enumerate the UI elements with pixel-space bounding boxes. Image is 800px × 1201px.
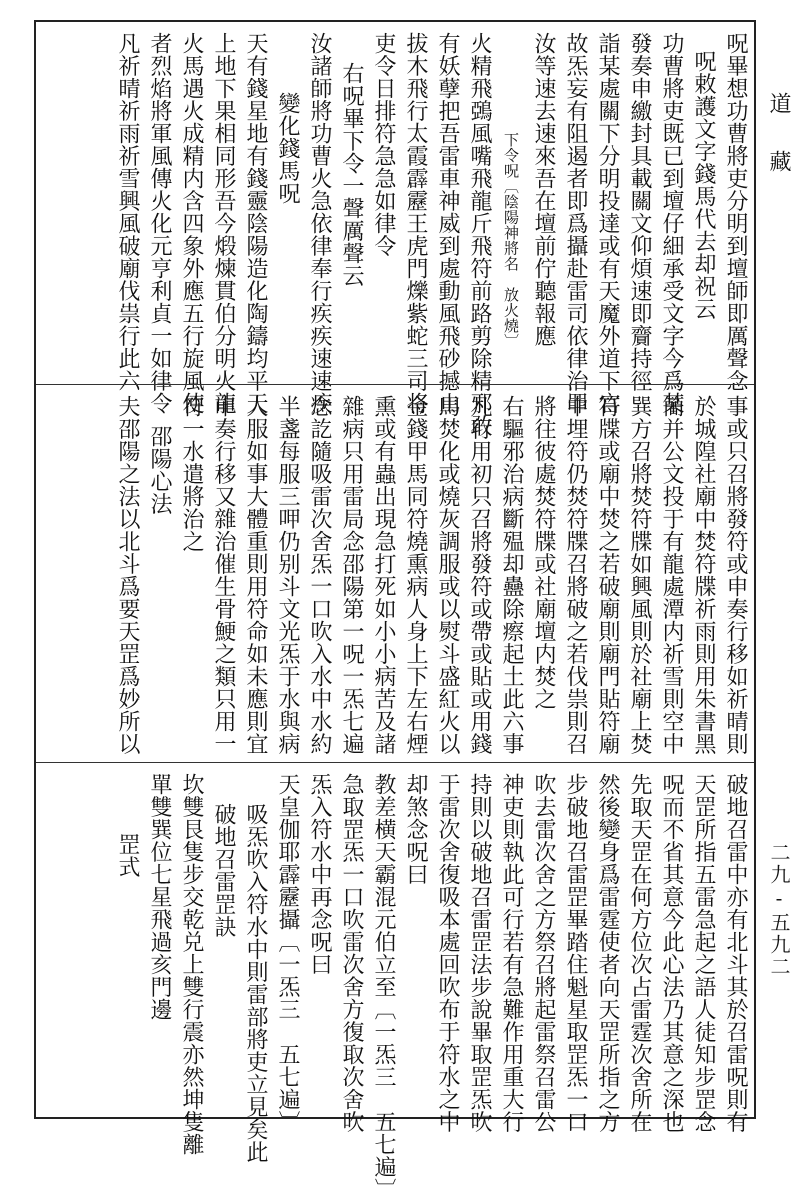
section-heading: 邵陽心法 bbox=[147, 425, 172, 515]
page-frame bbox=[34, 20, 756, 1201]
text-column: 故炁妄有阻遏者即爲攝赴雷司依律治罪 bbox=[563, 32, 588, 415]
text-column: 天罡所指五雷急起之語人徒知步罡念 bbox=[691, 773, 716, 1133]
text-column: 金錢甲馬同符燒熏病人身上下左右煙 bbox=[403, 395, 428, 755]
text-column: 功曹將吏既已到壇仔細承受文字今爲某 bbox=[659, 32, 684, 415]
text-column: 天有錢星地有錢靈陰陽造化陶鑄均平天 bbox=[243, 32, 268, 415]
text-column: 呪敕護文字錢馬代去却祝云 bbox=[691, 50, 716, 320]
collection-title: 道藏 bbox=[766, 92, 791, 208]
text-column: 却煞念呪曰 bbox=[403, 773, 428, 886]
text-column: 人服如事大體重則用符命如未應則宜 bbox=[243, 395, 268, 755]
section-heading: 罡式 bbox=[115, 833, 140, 878]
text-column: 馬焚化或燒灰調服或以熨斗盛紅火以 bbox=[435, 395, 460, 755]
text-column: 先取天罡在何方位次占雷霆次舍所在 bbox=[627, 773, 652, 1133]
text-column: 變化錢馬呪 bbox=[275, 92, 300, 205]
text-column: 汝等速去速來吾在壇前佇聽報應 bbox=[531, 32, 556, 347]
text-column: 符一水遣將治之 bbox=[179, 395, 204, 553]
text-band-top bbox=[36, 22, 754, 437]
text-column: 上地下果相同形吾今煅煉貫伯分明火龍 bbox=[211, 32, 236, 415]
text-column: 簡并公文投于有龍處潭内祈雪則空中 bbox=[659, 395, 684, 755]
text-column: 破地召雷中亦有北斗其於召雷呪則有 bbox=[723, 773, 748, 1133]
page-number: 二九-五九二 bbox=[767, 842, 791, 978]
text-column: 凡行用初只召將發符或帶或貼或用錢 bbox=[467, 395, 492, 755]
text-column: 發奏申繳封具載關文仰煩速即齎持徑 bbox=[627, 32, 652, 392]
text-column: 符牒或廟中焚之若破廟則廟門貼符廟 bbox=[595, 395, 620, 755]
text-column: 中埋符仍焚符牒召將破之若伐祟則召 bbox=[563, 395, 588, 755]
text-column: 詣某處關下分明投達或有天魔外道下官 bbox=[595, 32, 620, 415]
text-column: 炁入符水中再念呪曰 bbox=[307, 773, 332, 976]
text-column: 半盞每服三呷仍别斗文光炁于水與病 bbox=[275, 395, 300, 755]
text-column: 火精飛鵶風嘴飛龍斤飛符前路剪除精邪敢 bbox=[467, 32, 492, 437]
text-column: 天皇伽耶霹靂攝〔一炁三 五七遍〕 bbox=[275, 773, 300, 1133]
text-column: 吏令日排符急急如律令 bbox=[371, 32, 396, 257]
text-band-bottom bbox=[36, 762, 754, 1201]
text-column: 然後變身爲雷霆使者向天罡所指之方 bbox=[595, 773, 620, 1133]
text-column: 拔木飛行太霞霹靂王虎門爍紫蛇三司将 bbox=[403, 32, 428, 415]
text-column: 神吏則執此可行若有急難作用重大行 bbox=[499, 773, 524, 1133]
text-column: 事或只召將發符或申奏行移如祈晴則 bbox=[723, 395, 748, 755]
text-column: 呪而不省其意今此心法乃其意之深也 bbox=[659, 773, 684, 1133]
text-column: 雜病只用雷局念邵陽第一呪一炁七遍 bbox=[339, 395, 364, 755]
text-column: 火馬遇火成精内含四象外應五行旋風使 bbox=[179, 32, 204, 415]
text-column: 吹去雷次舍之方祭召將起雷祭召雷公 bbox=[531, 773, 556, 1133]
text-column: 於城隍社廟中焚符牒祈雨則用朱書黑 bbox=[691, 395, 716, 755]
text-column: 下令呪〔陰陽神將名 放火燒〕 bbox=[502, 132, 520, 349]
text-column: 右驅邪治病斷殟却蠱除瘵起土此六事 bbox=[499, 395, 524, 755]
text-column: 呪畢想功曹將吏分明到壇師即厲聲念 bbox=[723, 32, 748, 392]
text-column: 吸炁吹入符水中則雷部將吏立見矣此 bbox=[243, 803, 268, 1163]
text-column: 巽方召將焚符牒如興風則於社廟上焚 bbox=[627, 395, 652, 755]
text-column: 于雷次舍復吸本處回吹布于符水之中 bbox=[435, 773, 460, 1133]
text-column: 步破地召雷罡畢踏住魁星取罡炁一口 bbox=[563, 773, 588, 1133]
text-column: 單雙巽位七星飛過亥門邊 bbox=[147, 773, 172, 1021]
text-column: 持則以破地召雷罡法步說畢取罡炁吹 bbox=[467, 773, 492, 1133]
text-column: 者烈焰將軍風傳火化元亨利貞一如律令 bbox=[147, 32, 172, 415]
text-column: 將往彼處焚符牒或社廟壇内焚之 bbox=[531, 395, 556, 710]
text-column: 熏或有蟲出現急打死如小小病苦及諸 bbox=[371, 395, 396, 755]
text-column: 申奏行移又雜治催生骨鯁之類只用一 bbox=[211, 395, 236, 755]
text-column: 右呪畢下令一聲厲聲云 bbox=[339, 62, 364, 287]
text-column: 坎雙艮隻步交乾兑上雙行震亦然坤隻離 bbox=[179, 773, 204, 1156]
text-column: 急取罡炁一口吹雷次舍方復取次舍吹 bbox=[339, 773, 364, 1133]
text-column: 凡祈晴祈雨祈雪興風破廟伐祟行此六 bbox=[115, 32, 140, 392]
text-column: 念訖隨吸雷次舍炁一口吹入水中水約 bbox=[307, 395, 332, 755]
section-heading: 破地召雷罡訣 bbox=[211, 803, 236, 938]
text-column: 教差横天霸混元伯立至〔一炁三 五七遍〕 bbox=[371, 773, 396, 1201]
text-column: 汝諸師將功曹火急依律奉行疾疾速速疾 bbox=[307, 32, 332, 415]
text-column: 夫邵陽之法以北斗爲要天罡爲妙所以 bbox=[115, 395, 140, 755]
text-band-middle bbox=[36, 384, 754, 763]
text-column: 有妖孽把吾雷車神威到處動風飛砂撼山 bbox=[435, 32, 460, 415]
